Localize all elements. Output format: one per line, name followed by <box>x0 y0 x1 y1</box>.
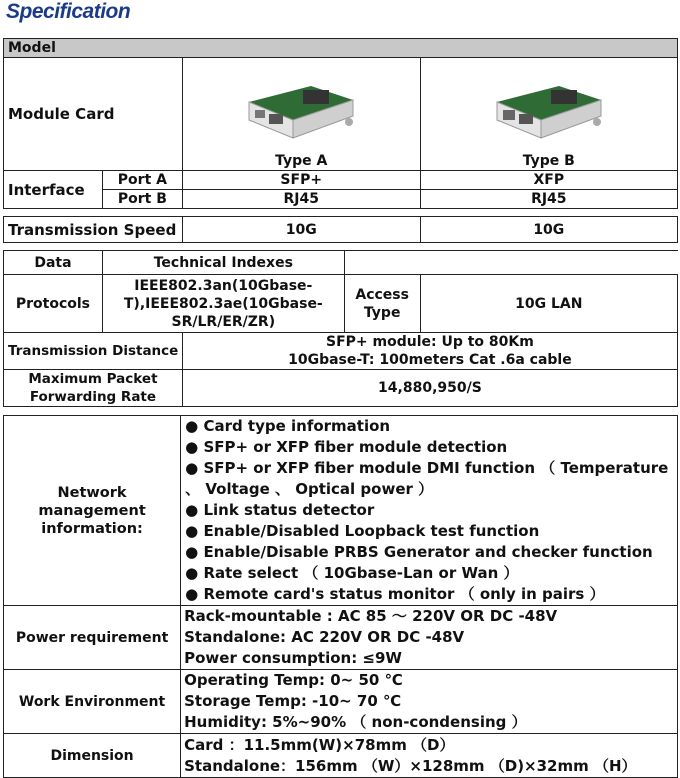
list-item: 、 Voltage 、 Optical power ） <box>185 480 434 498</box>
access-value: 10G LAN <box>420 275 677 333</box>
data-label: Data <box>4 251 103 275</box>
env-value <box>181 670 678 734</box>
list-item: ● SFP+ or XFP fiber module detection <box>185 438 508 456</box>
power-line: Standalone: AC 220V OR DC -48V <box>184 628 465 646</box>
power-line: Rack-mountable : AC 85 ～ 220V OR DC -48V <box>184 607 558 625</box>
env-line: Humidity: 5%~90% （ non-condensing ） <box>184 713 527 731</box>
list-item: ● Rate select （ 10Gbase-Lan or Wan ） <box>185 564 519 582</box>
packet-value: 14,880,950/S <box>182 370 677 407</box>
model-header: Model <box>4 39 678 58</box>
dim-line: Standalone：156mm （W）×128mm （D)×32mm （H） <box>184 756 637 775</box>
type-a-cell <box>182 58 420 171</box>
speed-label: Transmission Speed <box>4 217 183 243</box>
page-title: Specification <box>6 0 131 23</box>
module-card-label: Module Card <box>4 58 183 171</box>
nm-list-cell <box>181 416 678 606</box>
env-line: Operating Temp: 0~ 50 ℃ <box>184 671 403 689</box>
list-item: ● Link status detector <box>185 501 375 519</box>
power-value <box>181 606 678 670</box>
port-b-label: Port B <box>102 190 182 209</box>
distance-line-1: SFP+ module: Up to 80Km <box>326 334 534 350</box>
dim-value <box>181 734 678 778</box>
power-line: Power consumption: ≤9W <box>184 649 402 667</box>
module-card-b-image <box>489 80 609 142</box>
port-a-type-b: XFP <box>420 171 677 190</box>
tech-label: Technical Indexes <box>102 251 344 275</box>
power-label: Power requirement <box>4 606 181 670</box>
type-b-label: Type B <box>522 153 575 169</box>
type-a-label: Type A <box>275 153 328 169</box>
access-label: Access Type <box>344 275 420 333</box>
protocols-value: IEEE802.3an(10Gbase-T),IEEE802.3ae(10Gbase-SR/LR/ER/ZR) <box>102 275 344 333</box>
protocols-label: Protocols <box>4 275 103 333</box>
spec-table-model <box>3 38 678 407</box>
list-item: ● Enable/Disable PRBS Generator and checker function <box>185 543 653 561</box>
distance-value <box>182 333 677 370</box>
packet-label: Maximum Packet Forwarding Rate <box>4 370 183 407</box>
port-a-type-a: SFP+ <box>182 171 420 190</box>
port-b-type-a: RJ45 <box>182 190 420 209</box>
speed-b: 10G <box>420 217 677 243</box>
port-a-label: Port A <box>102 171 182 190</box>
dim-label: Dimension <box>4 734 181 778</box>
env-label: Work Environment <box>4 670 181 734</box>
type-b-cell <box>420 58 677 171</box>
nm-label: Network management information: <box>4 416 181 606</box>
port-b-type-b: RJ45 <box>420 190 677 209</box>
env-line: Storage Temp: -10~ 70 ℃ <box>184 692 402 710</box>
list-item: ● SFP+ or XFP fiber module DMI function （ Temperature <box>185 459 669 477</box>
dim-line: Card ：11.5mm(W)×78mm （D） <box>184 735 455 754</box>
distance-line-2: 10Gbase-T: 100meters Cat .6a cable <box>288 352 572 368</box>
nm-list <box>181 416 677 605</box>
list-item: ● Remote card's status monitor （ only in pairs ） <box>185 585 605 603</box>
spec-table-management <box>3 415 678 778</box>
distance-label: Transmission Distance <box>4 333 183 370</box>
list-item: ● Enable/Disabled Loopback test function <box>185 522 540 540</box>
module-card-a-image <box>241 80 361 142</box>
interface-label: Interface <box>4 171 103 209</box>
list-item: ● Card type information <box>185 417 391 435</box>
speed-a: 10G <box>182 217 420 243</box>
